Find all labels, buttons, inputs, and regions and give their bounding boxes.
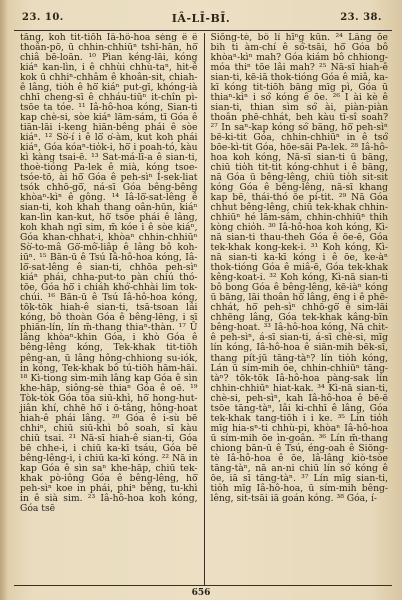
footer-rule: [14, 585, 392, 586]
header-right-reference: 23. 38.: [340, 12, 382, 23]
page-header: [14, 12, 388, 28]
page-edge-shadow: [0, 0, 8, 600]
header-book-title: IÂ-LĪ-BĪ.: [171, 12, 231, 25]
right-column-text: Siōng-tè, bô lí hīⁿg kūn. ²⁴ Lâng ōe bih ti àm-chí ê só͘-tsāi, hō͘ Góa bô khòaⁿ-kìⁿ mah? Góa kiám bô chhiong-móa thiⁿ tōe lâi mah? ²⁵ Nā-sī hiah-ê sian-ti, kē-iā thok-tióng Góa ê miâ, ka-kī kóng tit-tiōh bāng mīg pì, Góa ū thiaⁿ-kìⁿ i só͘ kóng ê ōe. ²⁶ I ài kè ê sian-ti, thian sìm só͘ ài, piàn-piàn thoân phē-chhát, beh kàu tī-sî soah? ²⁷ In saⁿ-kap kóng só͘ bāng, hō͘ peh-sìⁿ bē-ki-tit Góa, chhin-chhiūⁿ in ê tsó͘ bōe-kì-tit Góa, hōe-sāi Pa-lek. ²⁸ Iâ-hô-hoa koh kóng, Nā-sī sian-ti ū bāng, chiū tio̍h tit-tit kóng-chhut i ê bāng, nā Góa ū bêng-lêng, chiū tio̍h sit-sit kóng Góa ê bêng-lêng, nā-sī khang kap bē, thái-thó ōe pí-tit. ²⁹ Nā Góa chhut bêng-lêng, chiū tek-khak chhin-chhiūⁿ hé lām-sám, chhin-chhiūⁿ thih kòng chio̍h. ³⁰ Iâ-hô-hoa koh kóng, Kì-nā sian-ti thau-theh Góa ê ōe-ē, Góa tek-khak kong-kek-i. ³¹ Koh kóng, Kì-nā sian-ti ka-kī kóng i ê ōe, ke-àⁿ thok-tióng Góa ê miâ-ē, Góa tek-khak kêng-koat-i. ³² Koh kóng, Kì-nā sian-ti bô bong Góa ê bêng-lêng, kē-iàⁿ kóng ū bāng, lāi thoân hō͘ lâng, ēng i ê phē-chhát, hō͘ peh-sìⁿ chhō-gō͘ ê sim-lāi chhēng lâng, Góa tek-khak kâng-bīn bêng-hoat. ³³ Iâ-hô-hoa kóng, Nā chit-ê peh-sìⁿ, á-sī sian-ti, á-sī chè-si, mīg lín kóng, Iâ-hô-hoa ê siān-mih bēk-sī, thang pít-jū tāng-tàⁿ? lín tio̍h kóng, Lán ū sím-mih ōe, chhin-chhiūⁿ tāng-tàⁿ? tōk-tōk Iâ-hô-hoa pàng-sak lín chhin-chhiūⁿ hiat-kak. ³⁴ Kì-nā sian-ti, chè-si, peh-sìⁿ, kah Iâ-hô-hoa ê bē-ē tsōe tāng-tàⁿ, lâi ki-chhī ê lâng, Góa tek-khak tang-tiōh i i ke. ³⁵ Lín tio̍h mīg hia-sⁿ-ti chhù-pi, khòaⁿ Iâ-hô-hoa ū sím-mih ōe ìn-goân. ³⁶ Lín m̄-thang chiong bān-ū ê Tsú, éng-oah ê Siōng-tè Iâ-hô-hoa ê ōe, lâ-lâng kiò-tsòe tāng-tàⁿ, nā an-ni chiū lín só͘ kóng ê ōe, iā sī tāng-tàⁿ. ³⁷ Lín mīg sian-ti, tio̍h mīg Iâ-hô-hoa, ū sím-mih bêng-lêng, sit-tsāi iā goán kóng. ³⁸ Góa, í-: [210, 33, 388, 504]
right-column: [205, 33, 391, 585]
page-number: 656: [191, 588, 211, 598]
header-left-reference: 23. 10.: [22, 12, 64, 23]
header-rule: [14, 30, 392, 31]
left-column-text: tãng, koh tit-tiōh Iâ-hô-hoa sèng ê ê thoân-pō, ū chhin-chhiūⁿ tshī-hān, hō͘ chiâ bē-loān. ¹⁰ Pìan kéng-lāi, kóng kiáⁿ kan-lìn, i ê chhùi chhù-taⁿ, hit-ê kok ū chhiⁿ-chhâm ê khoân-sit, chiah-ê lâng, tio̍h ê hō͘ kiáⁿ put-gī, khóng-ià chhī cheng-sī ê chháu-tiūⁿ it-chîn pì-tsōe ta tóe. ¹¹ Iâ-hô-hoa kóng, Sian-ti kap chè-si, sòe kiáⁿ lām-sám, tī Góa ê tiān-lāi i-keng hiān-bêng phái ê sòe kiáⁿ. ¹² Sò͘-í i ê lō͘ o͘-àm, kut koh phái kiáⁿ, Góa kóaⁿ-tio̍k-i, hō͘ i poah-tó, kàu kì kàng tsai-ē. ¹³ Sat-má-lī-a ê sian-ti, thoè-tióng Pa-lek ê mià, kóng tsoe-tsóe-tō, ài hō͘ Góa ê peh-sìⁿ Í-sek-liat tsók chhō-gō͘, ná-sī Góa bêng-bêng khòaⁿ-kìⁿ ê gông. ¹⁴ Iâ-lō͘-sat-lêng ê sian-ti, koh khah thang oân-hūn, kiáⁿ kan-lìn kan-kut, hō͘ tsōe phái ê lâng, koh khah ngī sim, m̄ kóe i ê sòe kiáⁿ, Góa khan-chhat-i, khòaⁿ chhin-chhiūⁿ Sò͘-to-mâ Gō͘-mô͘-liâp ê lâng bô koh-iūⁿ. ¹⁵ Bān-ū ê Tsú Iâ-hô-hoa kóng, Iâ-lō͘-sat-lêng ê sian-ti, chhōa peh-sìⁿ kiáⁿ phái, chha-put-to pàn chiú thó-tōe, Góa hō͘ i chiáh khó͘-chhài lim tok-chúi. ¹⁶ Bān-ū ê Tsú Iâ-hô-hoa kóng, tōk-tōk hiah-ê sian-ti, tsā-tsoan lâi kóng, bô thoàn Góa ê bêng-lēng, i sī phiān-lín, lín m̄-thang thiaⁿ-thàn. ¹⁷ Ū lâng khòaⁿ-khin Góa, i khò Góa ê bêng-lêng kóng, Tek-khak tit-tiōh pêng-an, ū lâng hông-chhiong su-iók, in kóng, Tek-khak bô tú-tiōh hām-hāi. ¹⁸ Kì-tiong sìm-mih lâng kap Góa ê sìn khe-hāp, siông-sè thiaⁿ Góa ê oē. ¹⁹ Tòk-tòk Góa tōa siū-khì, hō͘ hong-hut-jiân khí, chhē hō͘ i ō-tâng, hông-hoat hiah-ê phái lâng. ²⁰ Góa ê i-sù bē chhiⁿ, chiū siū-khì bô soah, sī kàu chiū tsai. ²¹ Nā-sī hiah-ê sian-ti, Góa bē chhe-i, i chiū ka-kī tsáu, Góa bē bêng-lêng-i, i chiū ka-kī kóng. ²² Nā in kap Góa ê sìn saⁿ khe-hāp, chiū tek-khak pò-iông Góa ê bêng-lêng, hō͘ peh-sìⁿ koe in phái, phiⁿ bêng, tu-khì in ê sià sim. ²³ Iâ-hô-hoa koh kóng, Góa tsē: [20, 33, 198, 514]
left-column: [18, 33, 204, 585]
text-columns: [18, 33, 390, 585]
